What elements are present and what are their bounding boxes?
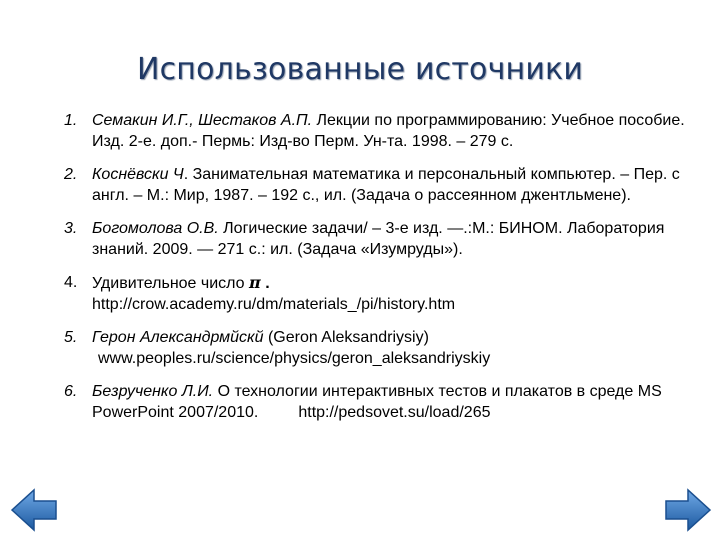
list-item [64,110,694,152]
item-number: 4. [64,274,78,291]
item-number: 3. [64,220,78,237]
item-text: О технологии интерактивных тестов и плакатов в среде MS PowerPoint 2007/2010. [92,383,662,421]
item-number: 1. [64,112,78,129]
list-item [64,272,694,315]
list-item [64,381,694,423]
item-author: Герон Александрмйскй [92,329,264,346]
item-body [92,218,694,260]
item-text-after: . [260,275,270,292]
slide-title: Использованные источники [136,52,584,87]
next-slide-button[interactable] [662,484,714,536]
item-author: Семакин И.Г., Шестаков А.П. [92,112,313,129]
item-body [92,327,694,369]
arrow-left-icon [8,484,60,536]
arrow-right-icon [662,484,714,536]
list-item [64,327,694,369]
list-item [64,218,694,260]
item-link[interactable]: http://pedsovet.su/load/265 [298,404,491,421]
item-author: Безрученко Л.И. [92,383,214,400]
item-text: Удивительное число [92,275,250,292]
item-text: (Geron Aleksandriysiy) [263,329,429,346]
item-text: Лекции по программированию: Учебное пособие. Изд. 2-е. доп.- Пермь: Изд-во Перм. Ун-та. 1998. – 279 с. [92,112,685,150]
item-number: 2. [64,166,78,183]
item-number: 6. [64,383,78,400]
item-author: Коснёвски Ч [92,166,184,183]
list-item [64,164,694,206]
item-body [92,272,694,315]
prev-slide-button[interactable] [8,484,60,536]
item-text: . Занимательная математика и персональный компьютер. – Пер. с англ. – М.: Мир, 1987. – 192 с., ил. (Задача о рассеянном джентльмене). [92,166,680,204]
pi-symbol: π [249,273,261,292]
item-link[interactable]: http://crow.academy.ru/dm/materials_/pi/history.htm [92,296,456,313]
item-author: Богомолова О.В. [92,220,219,237]
item-body [92,164,694,206]
sources-list [64,110,694,435]
item-body [92,381,694,423]
item-text: Логические задачи/ – 3-е изд. —.:М.: БИНОМ. Лаборатория знаний. 2009. — 271 с.: ил. (Задача «Изумруды»). [92,220,665,258]
item-body [92,110,694,152]
item-link[interactable]: www.peoples.ru/science/physics/geron_aleksandriyskiy [98,350,491,367]
item-number: 5. [64,329,78,346]
